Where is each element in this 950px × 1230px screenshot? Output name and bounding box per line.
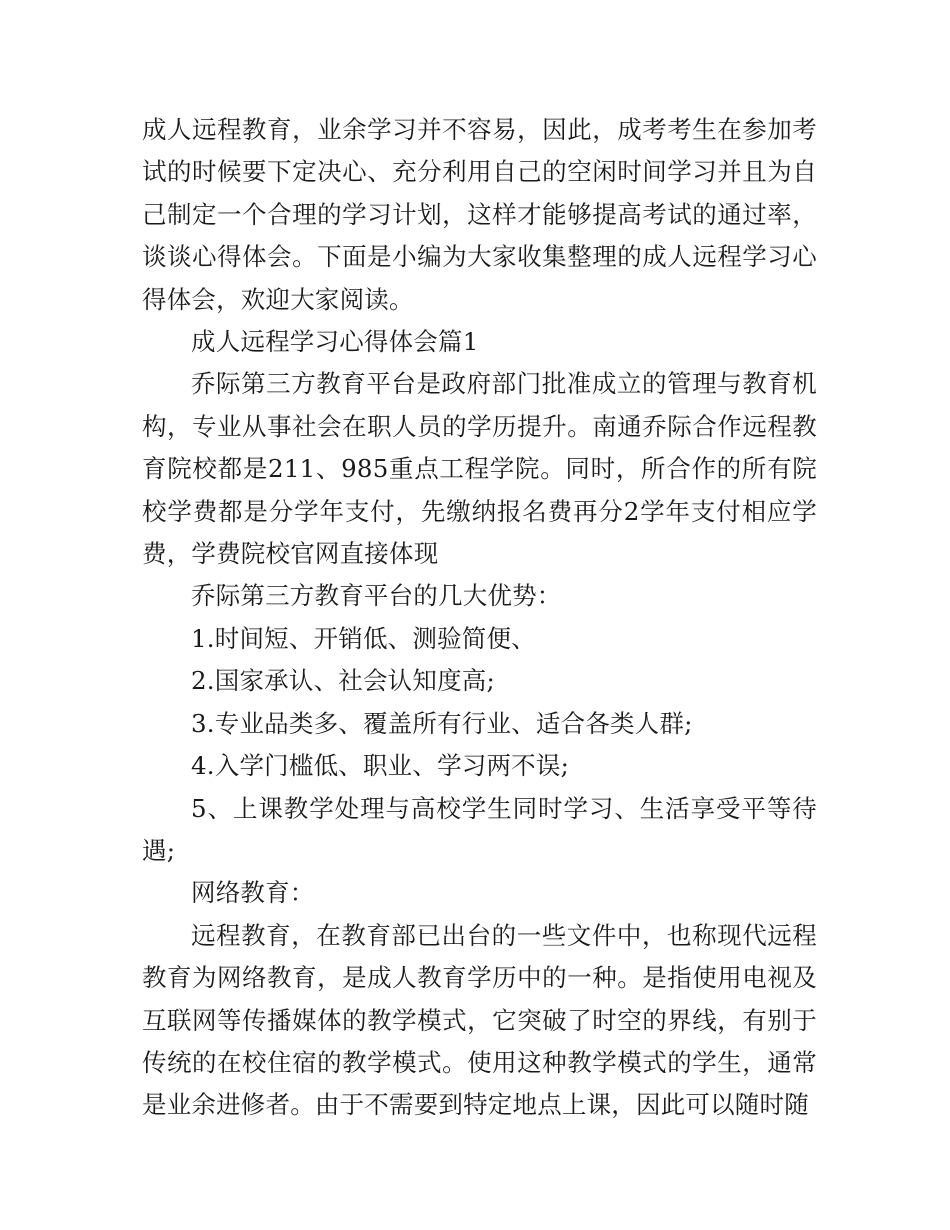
- advantage-item-3: 3.专业品类多、覆盖所有行业、适合各类人群;: [191, 708, 693, 738]
- online-education-heading: 网络教育：: [191, 878, 315, 908]
- platform-description-paragraph: 乔际第三方教育平台是政府部门批准成立的管理与教育机构，专业从事社会在职人员的学历提升。南通乔际合作远程教育院校都是211、985重点工程学院。同时，所合作的所有院校学费都是分学年支付，先缴纳报名费再分2学年支付相应学费，学费院校官网直接体现: [142, 369, 817, 569]
- section-heading: 成人远程学习心得体会篇1: [191, 327, 479, 357]
- online-education-paragraph: 远程教育，在教育部已出台的一些文件中，也称现代远程教育为网络教育，是成人教育学历中的一种。是指使用电视及互联网等传播媒体的教学模式，它突破了时空的界线，有别于传统的在校住宿的教学模式。使用这种教学模式的学生，通常是业余进修者。由于不需要到特定地点上课，因此可以随时随: [142, 920, 817, 1120]
- advantage-item-5: 5、上课教学处理与高校学生同时学习、生活享受平等待遇;: [142, 793, 817, 865]
- document-body: [142, 109, 817, 1127]
- advantage-item-2: 2.国家承认、社会认知度高;: [191, 666, 495, 696]
- advantage-item-1: 1.时间短、开销低、测验简便、: [191, 623, 536, 653]
- advantage-item-4: 4.入学门槛低、职业、学习两不误;: [191, 751, 570, 781]
- intro-paragraph: 成人远程教育，业余学习并不容易，因此，成考考生在参加考试的时候要下定决心、充分利用自己的空闲时间学习并且为自己制定一个合理的学习计划，这样才能够提高考试的通过率，谈谈心得体会。下面是小编为大家收集整理的成人远程学习心得体会，欢迎大家阅读。: [142, 115, 817, 314]
- advantages-heading: 乔际第三方教育平台的几大优势：: [191, 581, 562, 611]
